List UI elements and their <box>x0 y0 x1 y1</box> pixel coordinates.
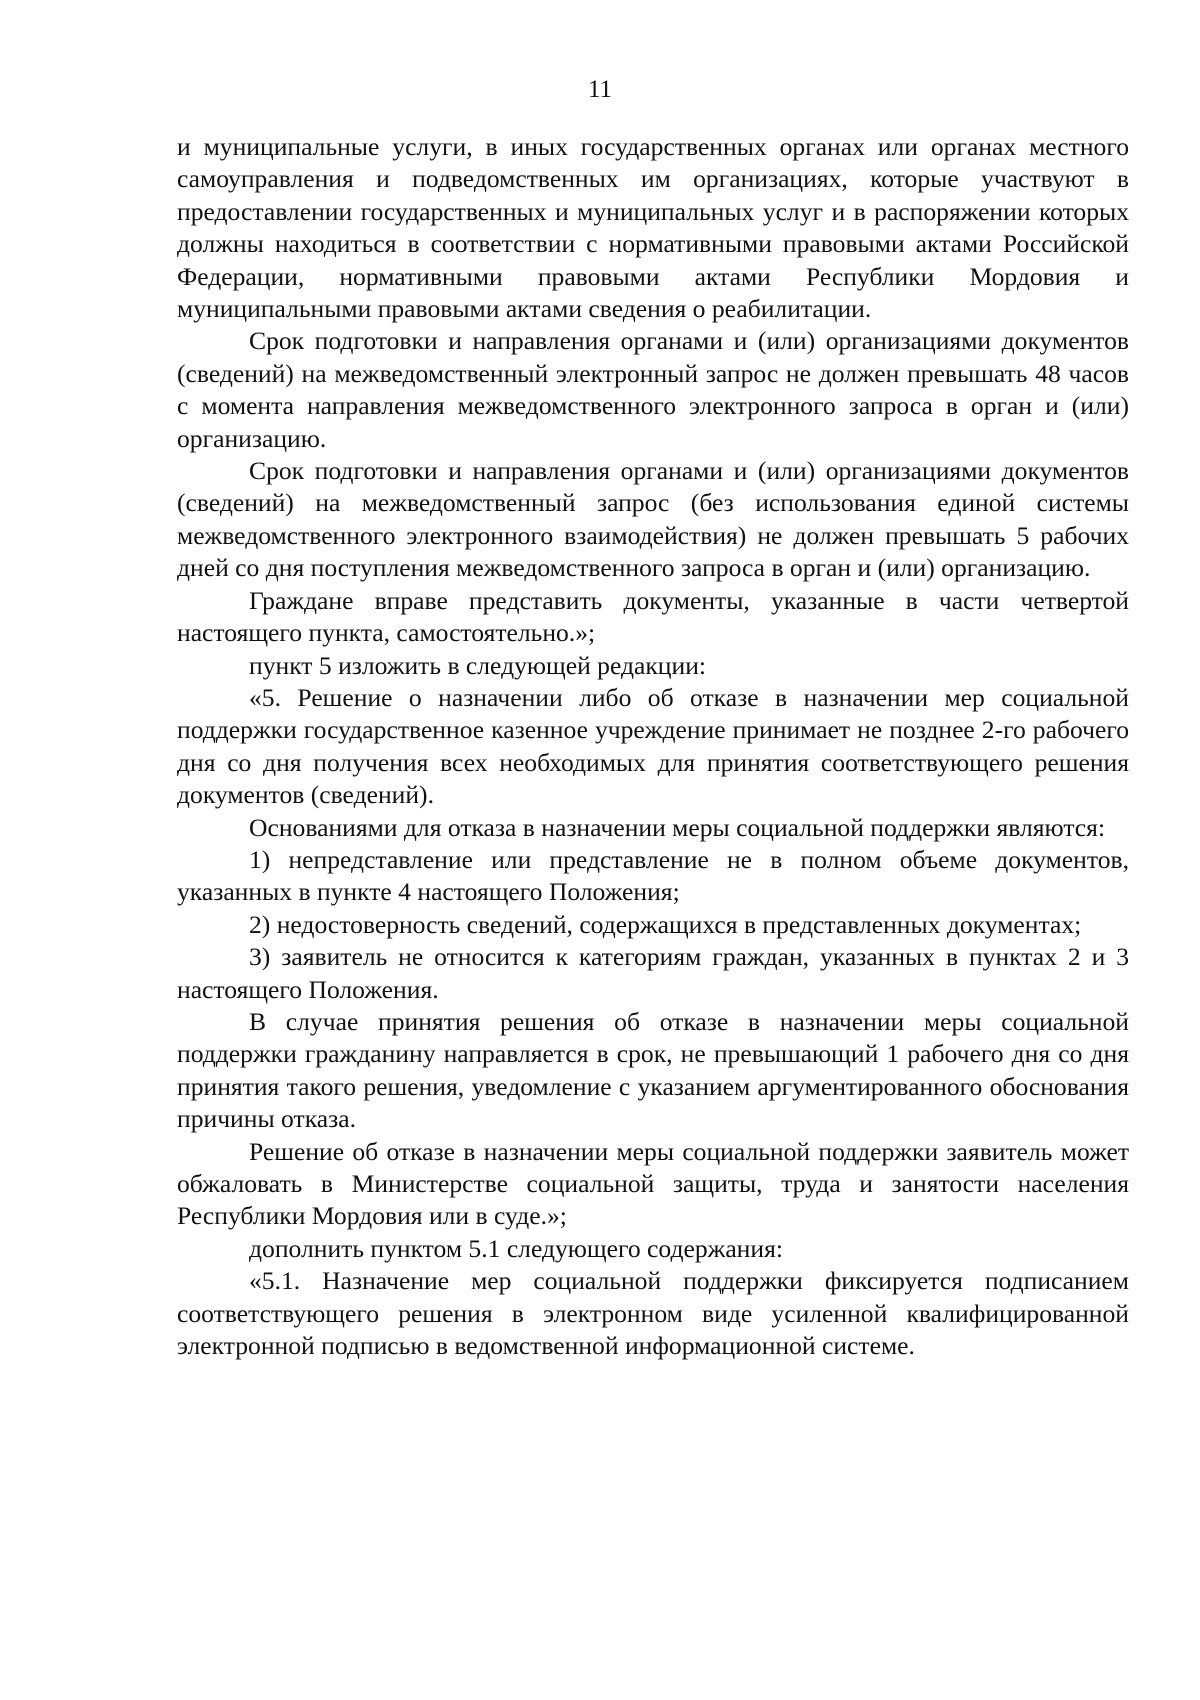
paragraph-refusal-notification: В случае принятия решения об отказе в назначении меры социальной поддержки гражданину направляется в срок, не превышающий 1 рабочего дня со дня принятия такого решения, уведомление с указанием аргументированного обоснования причины отказа. <box>177 1006 1129 1134</box>
list-item-ground-2: 2) недостоверность сведений, содержащихся в представленных документах; <box>249 909 1082 939</box>
paragraph-rehabilitation-info: и муниципальные услуги, в иных государственных органах или органах местного самоуправления и подведомственных им организациях, которые участвуют в предоставлении государственных и муниципальных услуг и в распоряжении которых должны находиться в соответствии с нормативными правовыми актами Российской Федерации, нормативными правовыми актами Республики Мордовия и муниципальными правовыми актами сведения о реабилитации. <box>177 132 1129 324</box>
paragraph-citizens-right: Граждане вправе представить документы, указанные в части четвертой настоящего пункта, самостоятельно.»; <box>177 585 1129 648</box>
document-body <box>177 131 1129 1362</box>
paragraph-paper-request-deadline: Срок подготовки и направления органами и (или) организациями документов (сведений) на межведомственный запрос (без использования единой системы межведомственного электронного взаимодействия) не должен превышать 5 рабочих дней со дня поступления межведомственного запроса в орган и (или) организацию. <box>177 456 1129 583</box>
list-item-ground-1: 1) непредставление или представление не в полном объеме документов, указанных в пункте 4 настоящего Положения; <box>177 844 1129 907</box>
paragraph-clause-5-instruction: пункт 5 изложить в следующей редакции: <box>249 650 707 680</box>
list-item-ground-3: 3) заявитель не относится к категориям граждан, указанных в пунктах 2 и 3 настоящего Положения. <box>177 942 1129 1004</box>
page-number: 11 <box>587 76 613 103</box>
paragraph-refusal-grounds: Основаниями для отказа в назначении меры социальной поддержки являются: <box>249 812 1106 842</box>
paragraph-clause-5-1: «5.1. Назначение мер социальной поддержки фиксируется подписанием соответствующего решения в электронном виде усиленной квалифицированной электронной подписью в ведомственной информационной системе. <box>177 1266 1129 1361</box>
paragraph-electronic-request-deadline: Срок подготовки и направления органами и (или) организациями документов (сведений) на межведомственный электронный запрос не должен превышать 48 часов с момента направления межведомственного электронного запроса в орган и (или) организацию. <box>177 326 1129 453</box>
paragraph-appeal: Решение об отказе в назначении меры социальной поддержки заявитель может обжаловать в Министерстве социальной защиты, труда и занятости населения Республики Мордовия или в суде.»; <box>177 1136 1129 1231</box>
paragraph-clause-5-decision: «5. Решение о назначении либо об отказе в назначении мер социальной поддержки государственное казенное учреждение принимает не позднее 2-го рабочего дня со дня получения всех необходимых для принятия соответствующего решения документов (сведений). <box>177 682 1129 810</box>
paragraph-clause-5-1-instruction: дополнить пунктом 5.1 следующего содержания: <box>249 1233 783 1263</box>
